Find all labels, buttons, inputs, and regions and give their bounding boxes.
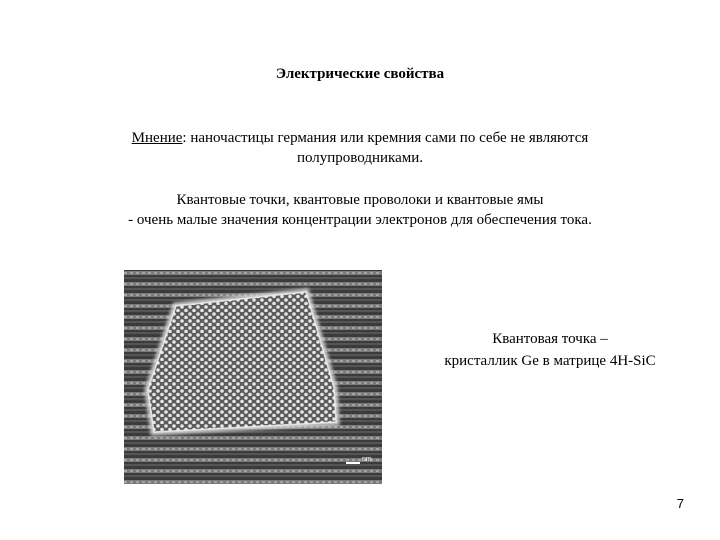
caption-line-1: Квантовая точка – bbox=[492, 331, 608, 347]
opinion-label: Мнение bbox=[131, 130, 183, 146]
quantum-line-1: Квантовые точки, квантовые проволоки и квантовые ямы bbox=[176, 192, 544, 208]
micrograph-image bbox=[124, 270, 382, 484]
slide-title: Электрические свойства bbox=[275, 66, 445, 82]
caption-line-2: кристаллик Ge в матрице 4H-SiC bbox=[444, 353, 656, 369]
opinion-text: : наночастицы германия или кремния сами по себе не являются bbox=[182, 130, 589, 146]
micrograph-caption bbox=[400, 328, 700, 372]
scale-bar bbox=[346, 462, 360, 464]
scale-bar-label: nm bbox=[362, 456, 372, 463]
opinion-line-2: полупроводниками. bbox=[296, 150, 424, 166]
opinion-paragraph bbox=[40, 128, 680, 168]
quantum-line-2: - очень малые значения концентрации электронов для обеспечения тока. bbox=[128, 212, 592, 228]
quantum-paragraph bbox=[40, 190, 680, 230]
page-number: 7 bbox=[676, 496, 684, 511]
quantum-dot-micrograph bbox=[124, 270, 382, 484]
opinion-line-1 bbox=[40, 128, 680, 148]
